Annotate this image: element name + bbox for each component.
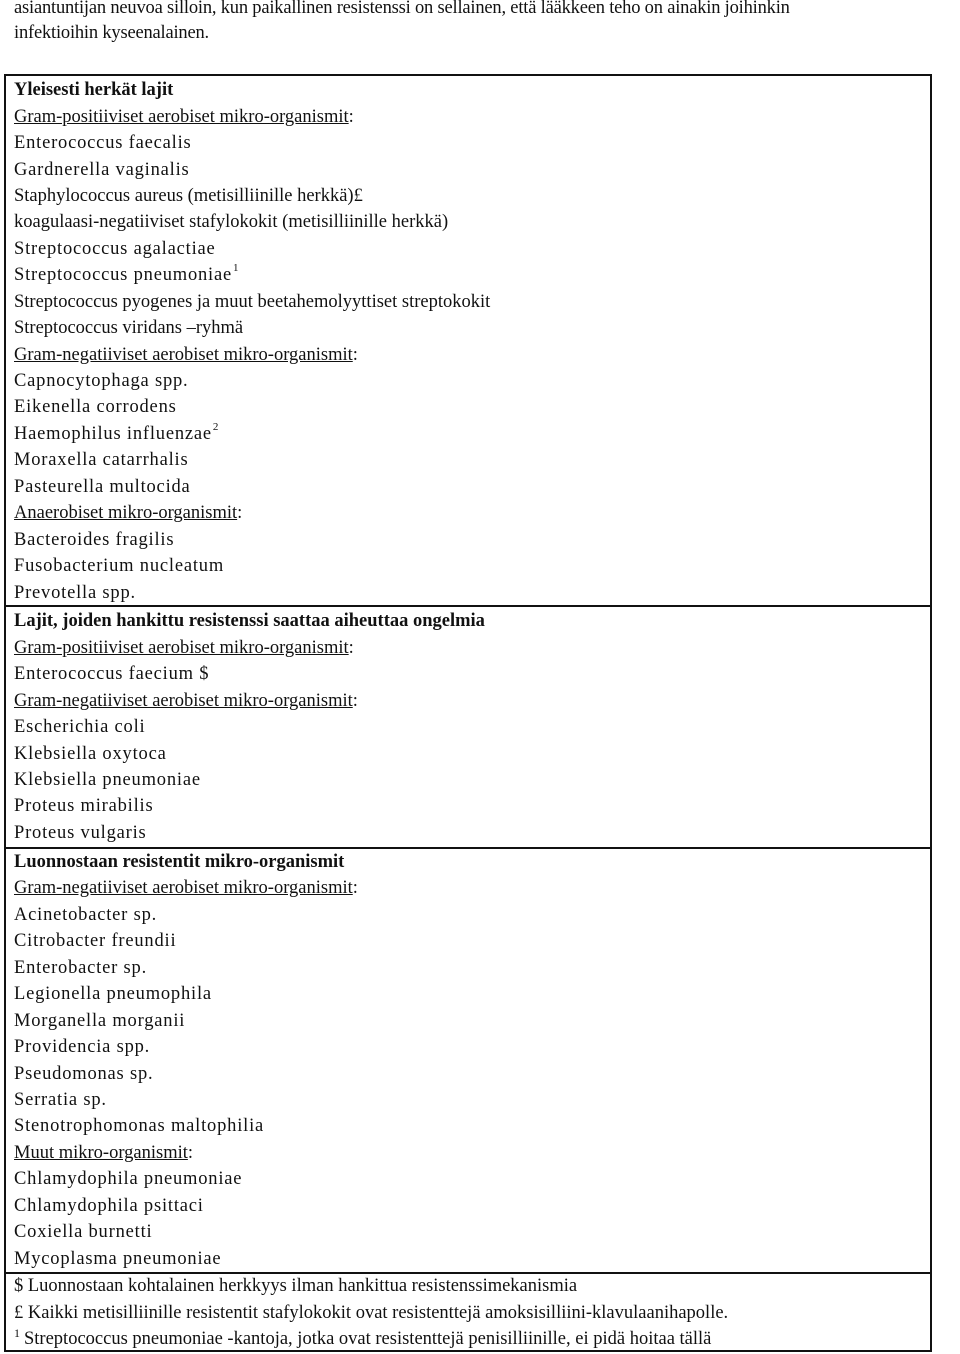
species-item: Streptococcus agalactiae <box>14 239 216 259</box>
subheading-gram-negative: Gram-negatiiviset aerobiset mikro-organismit: <box>14 878 358 898</box>
species-item: Klebsiella pneumoniae <box>14 770 201 790</box>
species-item: Chlamydophila pneumoniae <box>14 1169 243 1189</box>
footnote-one: $^1$ Streptococcus pneumoniae -kantoja, jotka ovat resistenttejä penisilliinille, ei pidä hoitaa tällä <box>14 1326 712 1349</box>
species-item: Fusobacterium nucleatum <box>14 556 225 576</box>
species-item: Mycoplasma pneumoniae <box>14 1249 222 1269</box>
species-item: Legionella pneumophila <box>14 984 212 1004</box>
subheading-gram-negative: Gram-negatiiviset aerobiset mikro-organismit: <box>14 345 358 365</box>
species-item: Coxiella burnetti <box>14 1222 153 1242</box>
species-item: Staphylococcus aureus (metisilliinille herkkä)£ <box>14 186 363 206</box>
species-item: Enterobacter sp. <box>14 958 147 978</box>
subheading-gram-positive: Gram-positiiviset aerobiset mikro-organismit: <box>14 638 354 658</box>
section-heading-susceptible: Yleisesti herkät lajit <box>14 80 174 100</box>
species-item: Streptococcus viridans –ryhmä <box>14 318 244 338</box>
species-item: Haemophilus influenzae$^2$ <box>14 420 220 444</box>
species-item: Stenotrophomonas maltophilia <box>14 1116 265 1136</box>
section-heading-acquired-resistance: Lajit, joiden hankittu resistenssi saattaa aiheuttaa ongelmia <box>14 611 485 631</box>
subheading-anaerobic: Anaerobiset mikro-organismit: <box>14 503 243 523</box>
section-heading-intrinsic-resistance: Luonnostaan resistentit mikro-organismit <box>14 852 345 872</box>
species-item: Escherichia coli <box>14 717 146 737</box>
species-item: Prevotella spp. <box>14 583 136 603</box>
species-item: Morganella morganii <box>14 1011 186 1031</box>
footnote-ref-2: 2 <box>212 420 220 433</box>
subheading-gram-positive: Gram-positiiviset aerobiset mikro-organismit: <box>14 107 354 127</box>
species-item: Proteus vulgaris <box>14 823 147 843</box>
species-item: Providencia spp. <box>14 1037 151 1057</box>
subheading-gram-negative: Gram-negatiiviset aerobiset mikro-organismit: <box>14 691 358 711</box>
species-item: Serratia sp. <box>14 1090 107 1110</box>
species-item: Gardnerella vaginalis <box>14 160 190 180</box>
species-item: koagulaasi-negatiiviset stafylokokit (metisilliinille herkkä) <box>14 212 449 232</box>
footnote-mark-1: 1 <box>14 1326 20 1340</box>
species-item: Eikenella corrodens <box>14 397 177 417</box>
species-item: Moraxella catarrhalis <box>14 450 189 470</box>
species-item: Capnocytophaga spp. <box>14 371 189 391</box>
species-item: Streptococcus pyogenes ja muut beetahemolyyttiset streptokokit <box>14 292 491 312</box>
species-item: Enterococcus faecium $ <box>14 664 210 684</box>
footnote-pound: £ Kaikki metisilliinille resistentit stafylokokit ovat resistenttejä amoksisilliini-klavulaanihapolle. <box>14 1303 729 1323</box>
species-item: Chlamydophila psittaci <box>14 1196 204 1216</box>
subheading-other: Muut mikro-organismit: <box>14 1143 194 1163</box>
species-item: Citrobacter freundii <box>14 931 177 951</box>
species-item: Pseudomonas sp. <box>14 1064 154 1084</box>
species-item: Bacteroides fragilis <box>14 530 175 550</box>
species-item: Proteus mirabilis <box>14 796 154 816</box>
species-item: Acinetobacter sp. <box>14 905 158 925</box>
intro-line-1: asiantuntijan neuvoa silloin, kun paikallinen resistenssi on sellainen, että lääkkeen teho on ainakin joihinkin <box>14 0 790 18</box>
species-item: Enterococcus faecalis <box>14 133 192 153</box>
species-item: Klebsiella oxytoca <box>14 744 167 764</box>
species-item: Streptococcus pneumoniae$^1$ <box>14 261 240 285</box>
intro-line-2: infektioihin kyseenalainen. <box>14 23 209 43</box>
species-item: Pasteurella multocida <box>14 477 191 497</box>
footnote-dollar: $ Luonnostaan kohtalainen herkkyys ilman hankittua resistenssimekanismia <box>14 1276 578 1296</box>
intro-paragraph <box>14 0 958 46</box>
footnote-ref-1: 1 <box>233 261 240 274</box>
divider <box>4 605 932 607</box>
